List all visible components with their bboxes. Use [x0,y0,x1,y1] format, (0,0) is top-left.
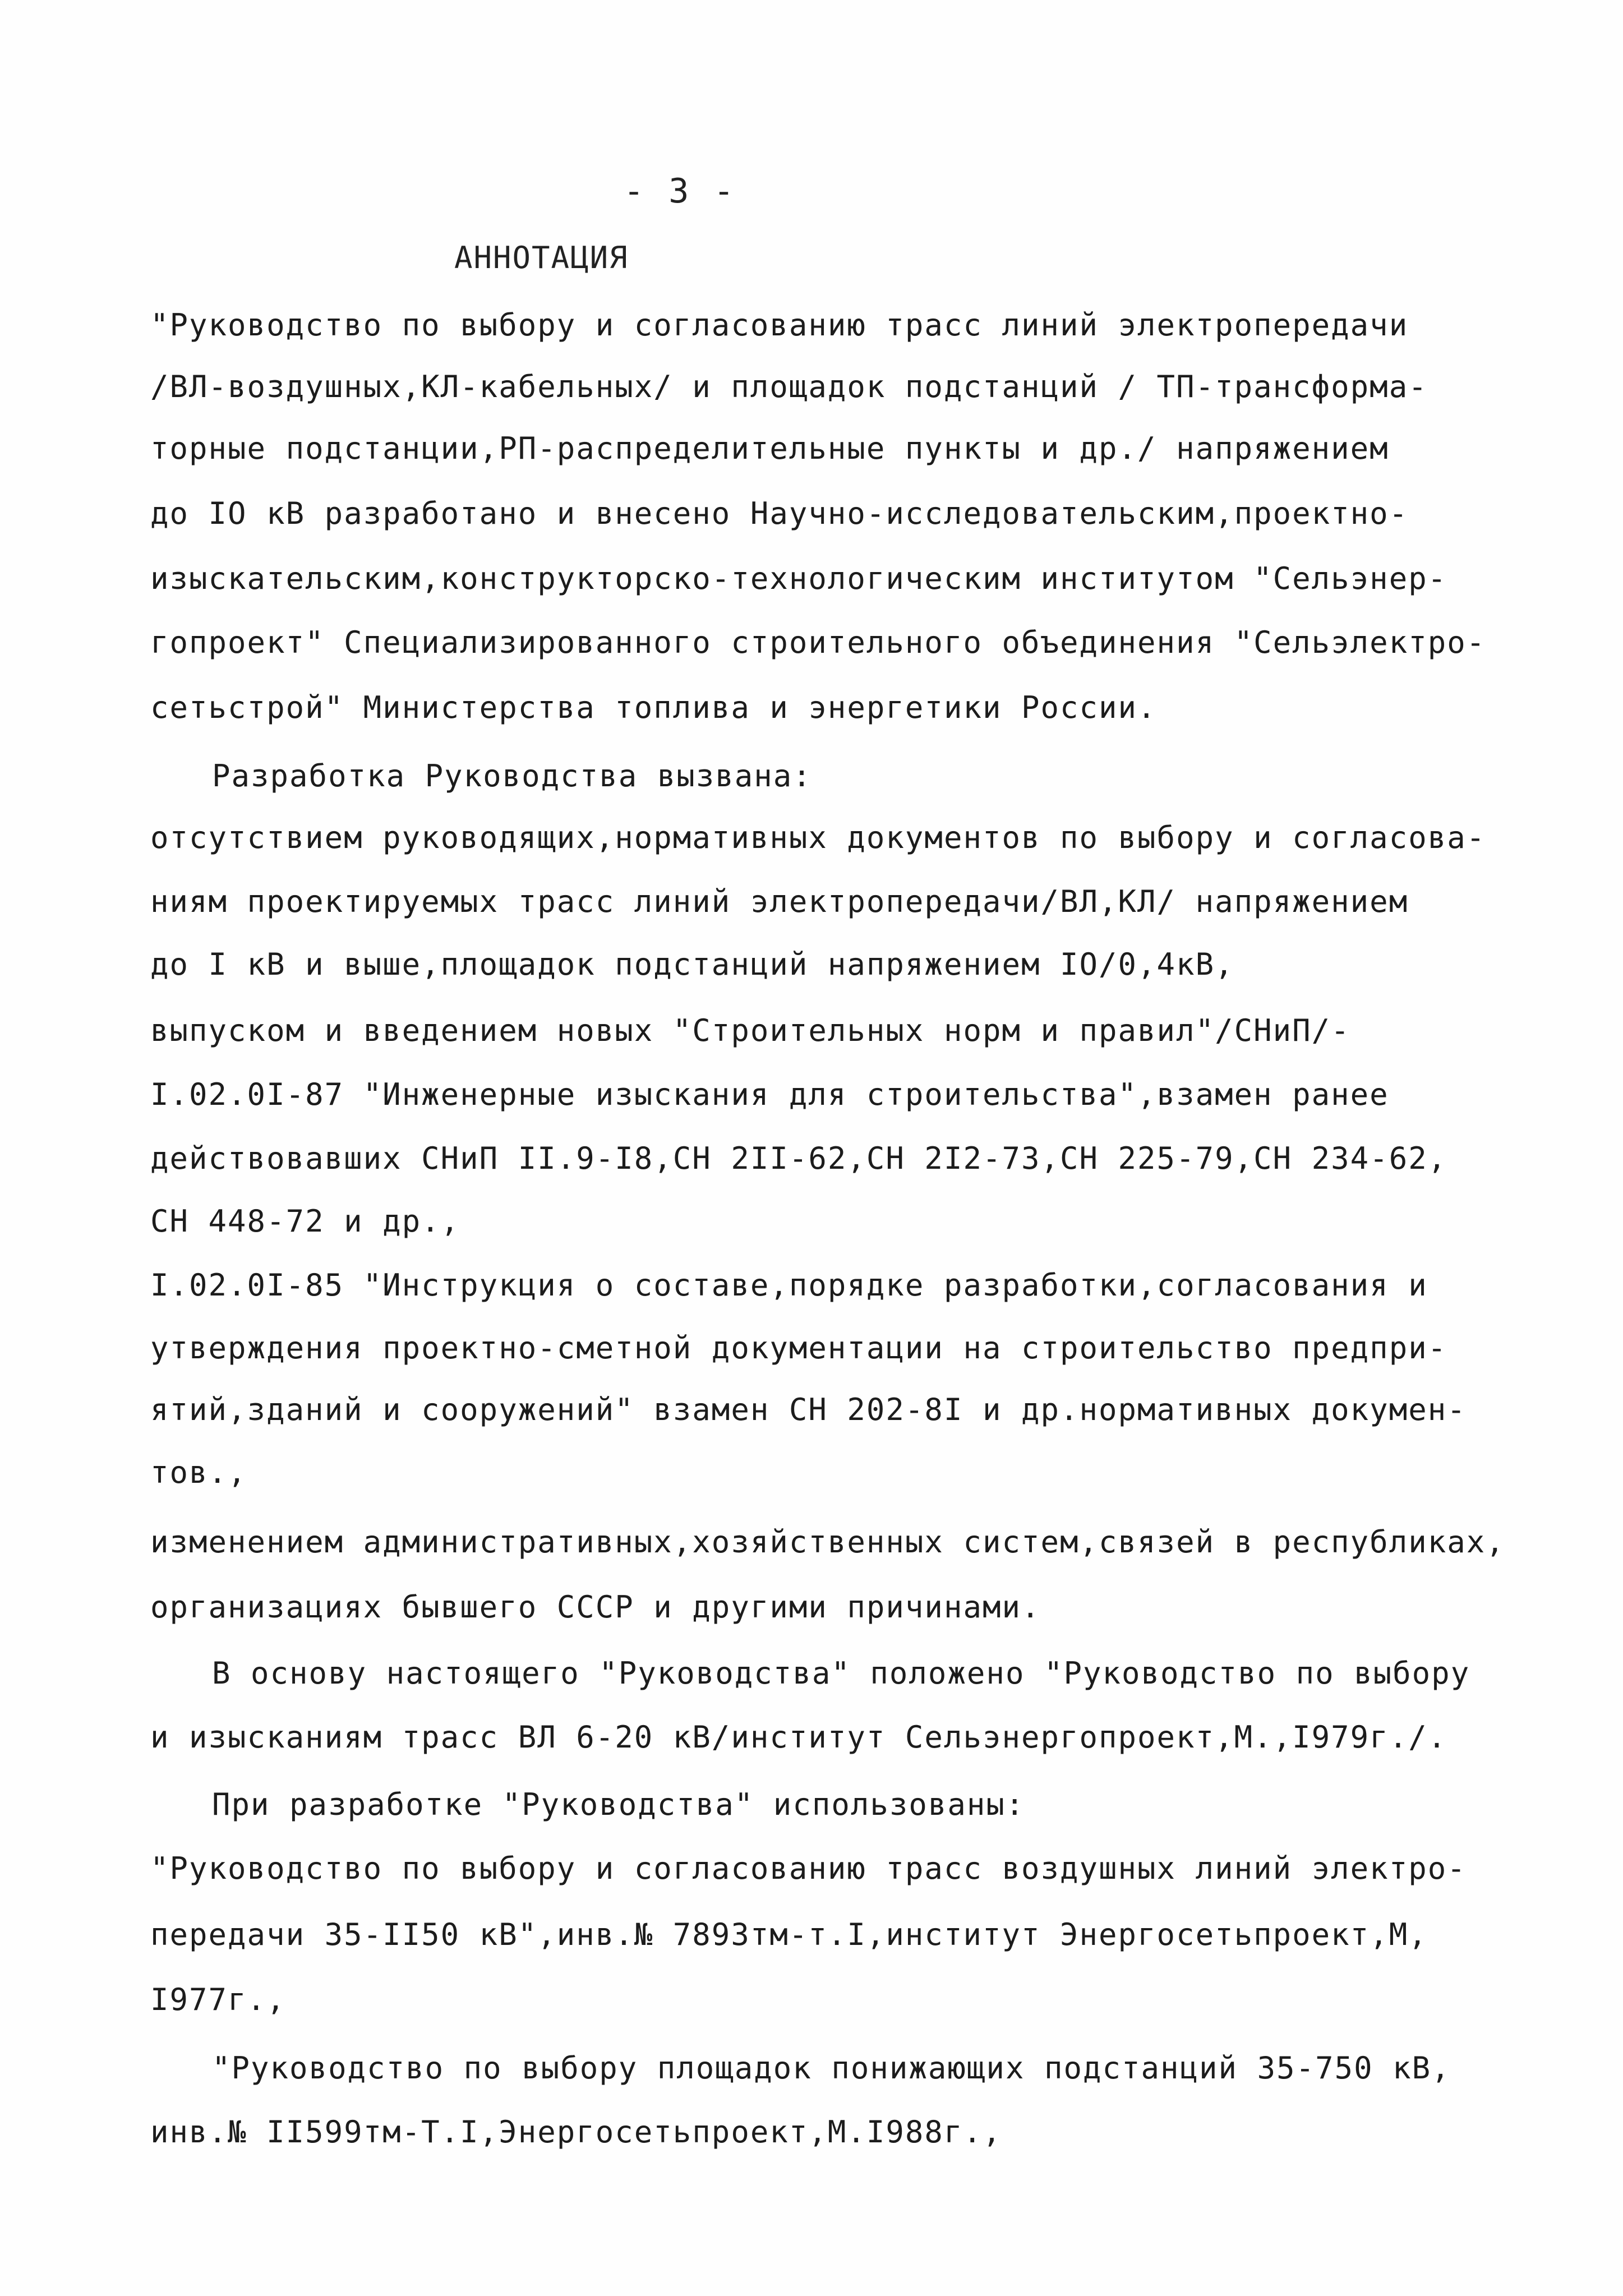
text-line: СН 448-72 и др., [150,1204,460,1239]
text-line: выпуском и введением новых "Строительных норм и правил"/СНиП/- [150,1013,1350,1048]
annotation-heading: АННОТАЦИЯ [454,240,629,275]
text-line: I.02.0I-87 "Инженерные изыскания для строительства",взамен ранее [150,1077,1389,1112]
text-line: "Руководство по выбору и согласованию трасс линий электропередачи [150,307,1409,343]
text-line: ятий,зданий и сооружений" взамен СН 202-8I и др.нормативных докумен- [150,1392,1467,1427]
text-line: гопроект" Специализированного строительного объединения "Сельэлектро- [150,625,1486,660]
text-line: передачи 35-II50 кВ",инв.№ 7893тм-т.I,институт Энергосетьпроект,М, [150,1917,1428,1952]
text-line: до IO кВ разработано и внесено Научно-исследовательским,проектно- [150,496,1409,531]
text-line: изменением административных,хозяйственных систем,связей в республиках, [150,1524,1505,1560]
text-line: и изысканиям трасс ВЛ 6-20 кВ/институт Сельэнергопроект,М.,I979г./. [150,1719,1447,1755]
text-line: Разработка Руководства вызвана: [212,758,812,794]
text-line: изыскательским,конструкторско-технологическим институтом "Сельэнер- [150,561,1447,596]
text-line: "Руководство по выбору площадок понижающих подстанций 35-750 кВ, [212,2050,1451,2086]
text-line: организациях бывшего СССР и другими причинами. [150,1589,1041,1625]
text-line: утверждения проектно-сметной документации на строительство предпри- [150,1330,1447,1366]
text-line: отсутствием руководящих,нормативных документов по выбору и согласова- [150,820,1486,855]
text-line: сетьстрой" Министерства топлива и энергетики России. [150,690,1157,725]
page-number: - 3 - [624,172,736,211]
text-line: При разработке "Руководства" использованы: [212,1787,1025,1822]
text-line: инв.№ II599тм-Т.I,Энергосетьпроект,М.I988г., [150,2114,1002,2150]
text-line: ниям проектируемых трасс линий электропередачи/ВЛ,КЛ/ напряжением [150,884,1409,919]
text-line: до I кВ и выше,площадок подстанций напряжением IO/0,4кВ, [150,947,1234,982]
text-line: /ВЛ-воздушных,КЛ-кабельных/ и площадок подстанций / ТП-трансформа- [150,369,1428,404]
text-line: I977г., [150,1982,286,2017]
text-line: "Руководство по выбору и согласованию трасс воздушных линий электро- [150,1851,1467,1886]
text-line: тов., [150,1455,247,1490]
text-line: действовавших СНиП II.9-I8,СН 2II-62,СН 2I2-73,СН 225-79,СН 234-62, [150,1141,1447,1176]
text-line: торные подстанции,РП-распределительные пункты и др./ напряжением [150,431,1389,466]
text-line: I.02.0I-85 "Инструкция о составе,порядке разработки,согласования и [150,1267,1428,1303]
text-line: В основу настоящего "Руководства" положено "Руководство по выбору [212,1656,1470,1691]
